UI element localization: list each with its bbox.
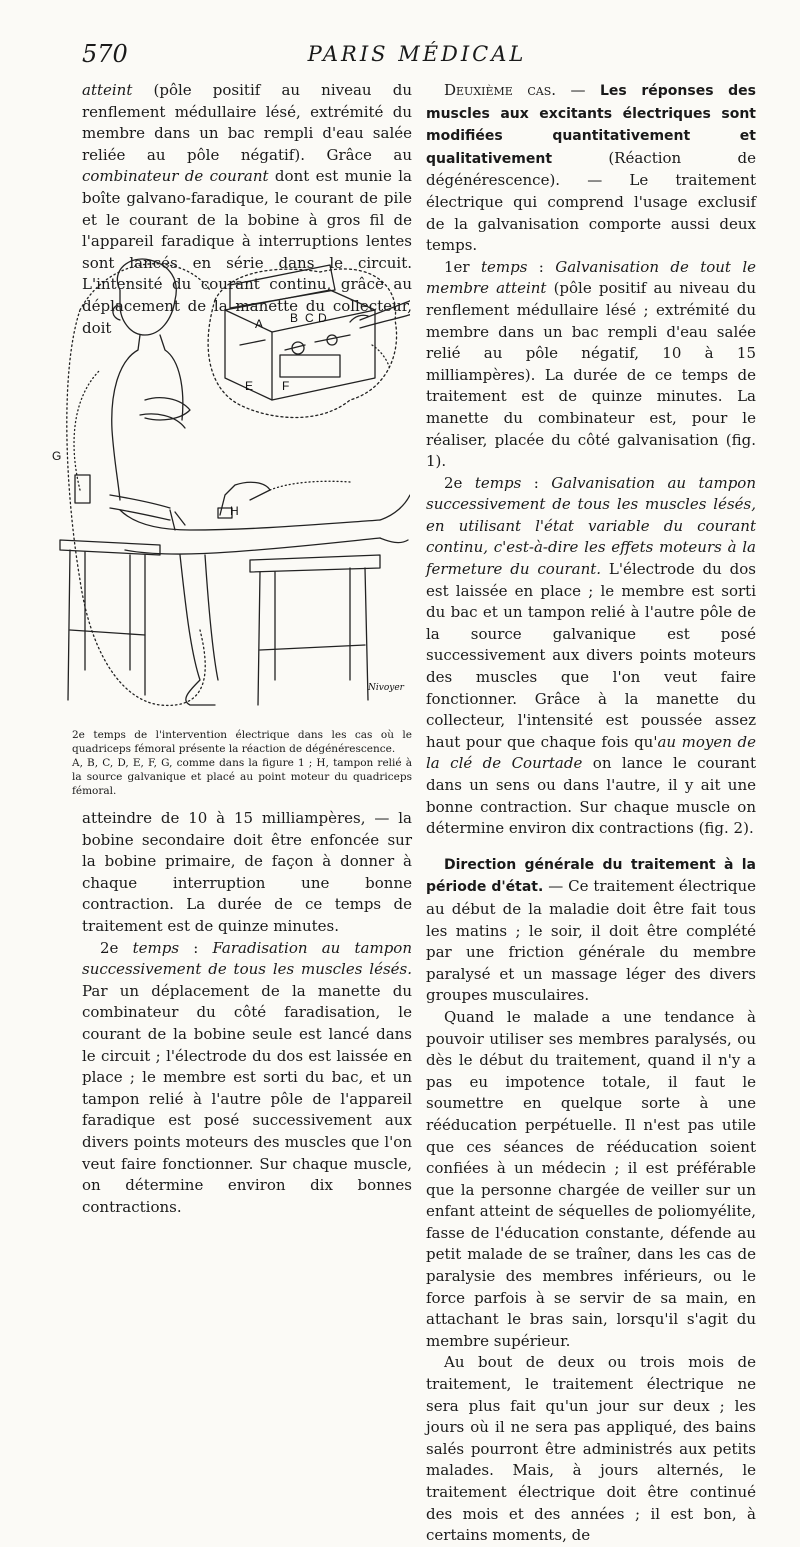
text-run: Au bout de deux ou trois mois de traitement, le traitement électrique ne sera plus fait qu'un jour sur deux ; les jours où il ne sera pas appliqué, des bains salés pourront être administrés aux petits malades. Mais, à jours alternés, le traitement électrique doit être continué des mois et des années ; il est bon, à certains moments, de — [426, 1353, 756, 1545]
caption-line-2: A, B, C, D, E, F, G, comme dans la figure 1 ; H, tampon relié à la source galvanique et placé au point moteur du quadriceps fémoral. — [72, 757, 412, 797]
text-run: Faradisation au tampon successivement de tous les muscles lésés. — [82, 938, 412, 979]
text-run: Direction générale du traitement à la période d'état. — [426, 856, 756, 896]
text-run: Galvanisation au tampon successivement de tous les muscles lésés, en utilisant l'état variable du courant continu, c'est-à-dire les effets moteurs à la fermeture du courant. — [426, 473, 756, 579]
text-run: temps — [474, 473, 522, 492]
text-run: (pôle positif au niveau du renflement médullaire lésé ; extrémité du membre dans un bac rempli d'eau salée relié au pôle négatif, 10 à 15 milliampères). La durée de ce temps de traitement est de quinze minutes. La manette du combinateur est, pour le réaliser, placée du côté galvanisation (fig. 1). — [426, 279, 756, 471]
text-run: 2e — [444, 473, 475, 492]
text-run: Par un déplacement de la manette du combinateur du côté faradisation, le courant de la bobine seule est lancé dans le circuit ; l'électrode du dos est laissée en place ; le membre est sorti du bac, et un tampon relié à l'autre pôle de l'appareil faradique est posé successivement aux divers points moteurs des muscles que l'on veut faire fonctionner. Sur chaque muscle, on détermine environ dix bonnes contractions. — [82, 981, 412, 1216]
text-run: au moyen de la clé de Courtade — [426, 732, 757, 773]
paragraph — [426, 80, 756, 257]
paragraph — [82, 938, 412, 1219]
text-run: : — [527, 257, 556, 276]
text-run: (pôle positif au niveau du renflement médullaire lésé, extrémité du membre dans un bac rempli d'eau salée reliée au pôle négatif). Grâce au — [82, 81, 412, 164]
paragraph — [426, 1352, 756, 1546]
figure-label-g: G — [52, 449, 62, 463]
figure-signature: Nivoyer — [368, 683, 404, 693]
text-run: — Ce traitement électrique au début de la maladie doit être fait tous les matins ; le soir, il doit être complété par une friction générale du membre paralysé et un massage léger des divers groupes musculaires. — [426, 877, 756, 1005]
figure-label-c: C — [305, 311, 314, 325]
text-run: combinateur de courant — [82, 167, 269, 186]
text-run: atteint — [82, 81, 133, 99]
figure-electrotherapy — [50, 250, 410, 712]
page-number: 570 — [82, 40, 128, 68]
text-run: Quand le malade a une tendance à pouvoir utiliser ses membres paralysés, ou dès le début du traitement, quand il n'y a pas eu impotence totale, il faut le soumettre en quelque sorte à une rééducation perpétuelle. Il n'est pas utile que ces séances de rééducation soient confiées à un médecin ; il est préférable que la personne chargée de veiller sur un enfant atteint de séquelles de poliomyélite, fasse de l'éducation constante, défende au petit malade de se traîner, dans les cas de paralysie des membres inférieurs, ou le force parfois à se servir de sa main, en attachant le bras sain, lorsqu'il s'agit du membre supérieur. — [426, 1007, 756, 1350]
paragraph — [426, 1007, 756, 1353]
text-run: — — [556, 81, 601, 99]
right-column — [426, 80, 756, 1547]
figure-illustration — [50, 250, 410, 712]
running-title: PARIS MÉDICAL — [307, 42, 527, 66]
figure-caption — [72, 728, 412, 798]
text-run: Galvanisation de tout le membre atteint — [426, 257, 756, 298]
left-column-bottom — [82, 808, 412, 1218]
text-run: L'électrode du dos est laissée en place ; le membre est sorti du bac et un tampon relié à l'autre pôle de la source galvanique est posé successivement aux divers points moteurs des muscles que l'on veut faire fonctionner. Grâce à la manette du collecteur, l'intensité est poussée assez haut pour que chaque fois qu' — [426, 560, 756, 751]
text-run: (Réaction de dégénérescence). — Le traitement électrique qui comprend l'usage exclusif de la galvanisation comporte aussi deux temps. — [426, 148, 756, 255]
figure-label-d: D — [318, 311, 327, 325]
text-run: : — [521, 473, 552, 492]
figure-label-e: E — [245, 379, 254, 393]
paragraph — [426, 257, 756, 473]
paragraph — [426, 854, 756, 1007]
text-run: Deuxième cas. — [444, 81, 556, 99]
text-run: temps — [132, 938, 180, 957]
text-run: : — [179, 938, 213, 957]
text-run: temps — [480, 257, 528, 276]
text-run: on lance le courant dans un sens ou dans l'autre, il y ait une bonne contraction. Sur chaque muscle on détermine environ dix contractions (fig. 2). — [426, 754, 756, 838]
figure-label-f: F — [282, 379, 290, 393]
page-header — [82, 40, 752, 74]
figure-label-b: B — [290, 311, 299, 325]
figure-label-h: H — [230, 504, 239, 518]
text-run: dont est munie la boîte galvano-faradique, le courant de pile et le courant de la bobine à gros fil de l'appareil faradique à interruptions lentes sont lancés en série dans le circuit. L'intensité du courant continu, grâce au déplacement de la manette du collecteur, doit — [82, 167, 412, 337]
paragraph — [426, 473, 756, 840]
text-run: 2e — [100, 938, 133, 957]
figure-label-a: A — [255, 317, 264, 331]
text-run: atteindre de 10 à 15 milliampères, — la bobine secondaire doit être enfoncée sur la bobine primaire, de façon à donner à chaque interruption une bonne contraction. La durée de ce temps de traitement est de quinze minutes. — [82, 809, 412, 935]
text-run: Les réponses des muscles aux excitants électriques sont modifiées quantitativement et qualitativement — [426, 83, 756, 167]
paragraph — [82, 808, 412, 938]
caption-line-1: 2e temps de l'intervention électrique dans les cas où le quadriceps fémoral présente la réaction de dégénérescence. — [72, 729, 412, 755]
text-run: 1er — [444, 257, 481, 276]
